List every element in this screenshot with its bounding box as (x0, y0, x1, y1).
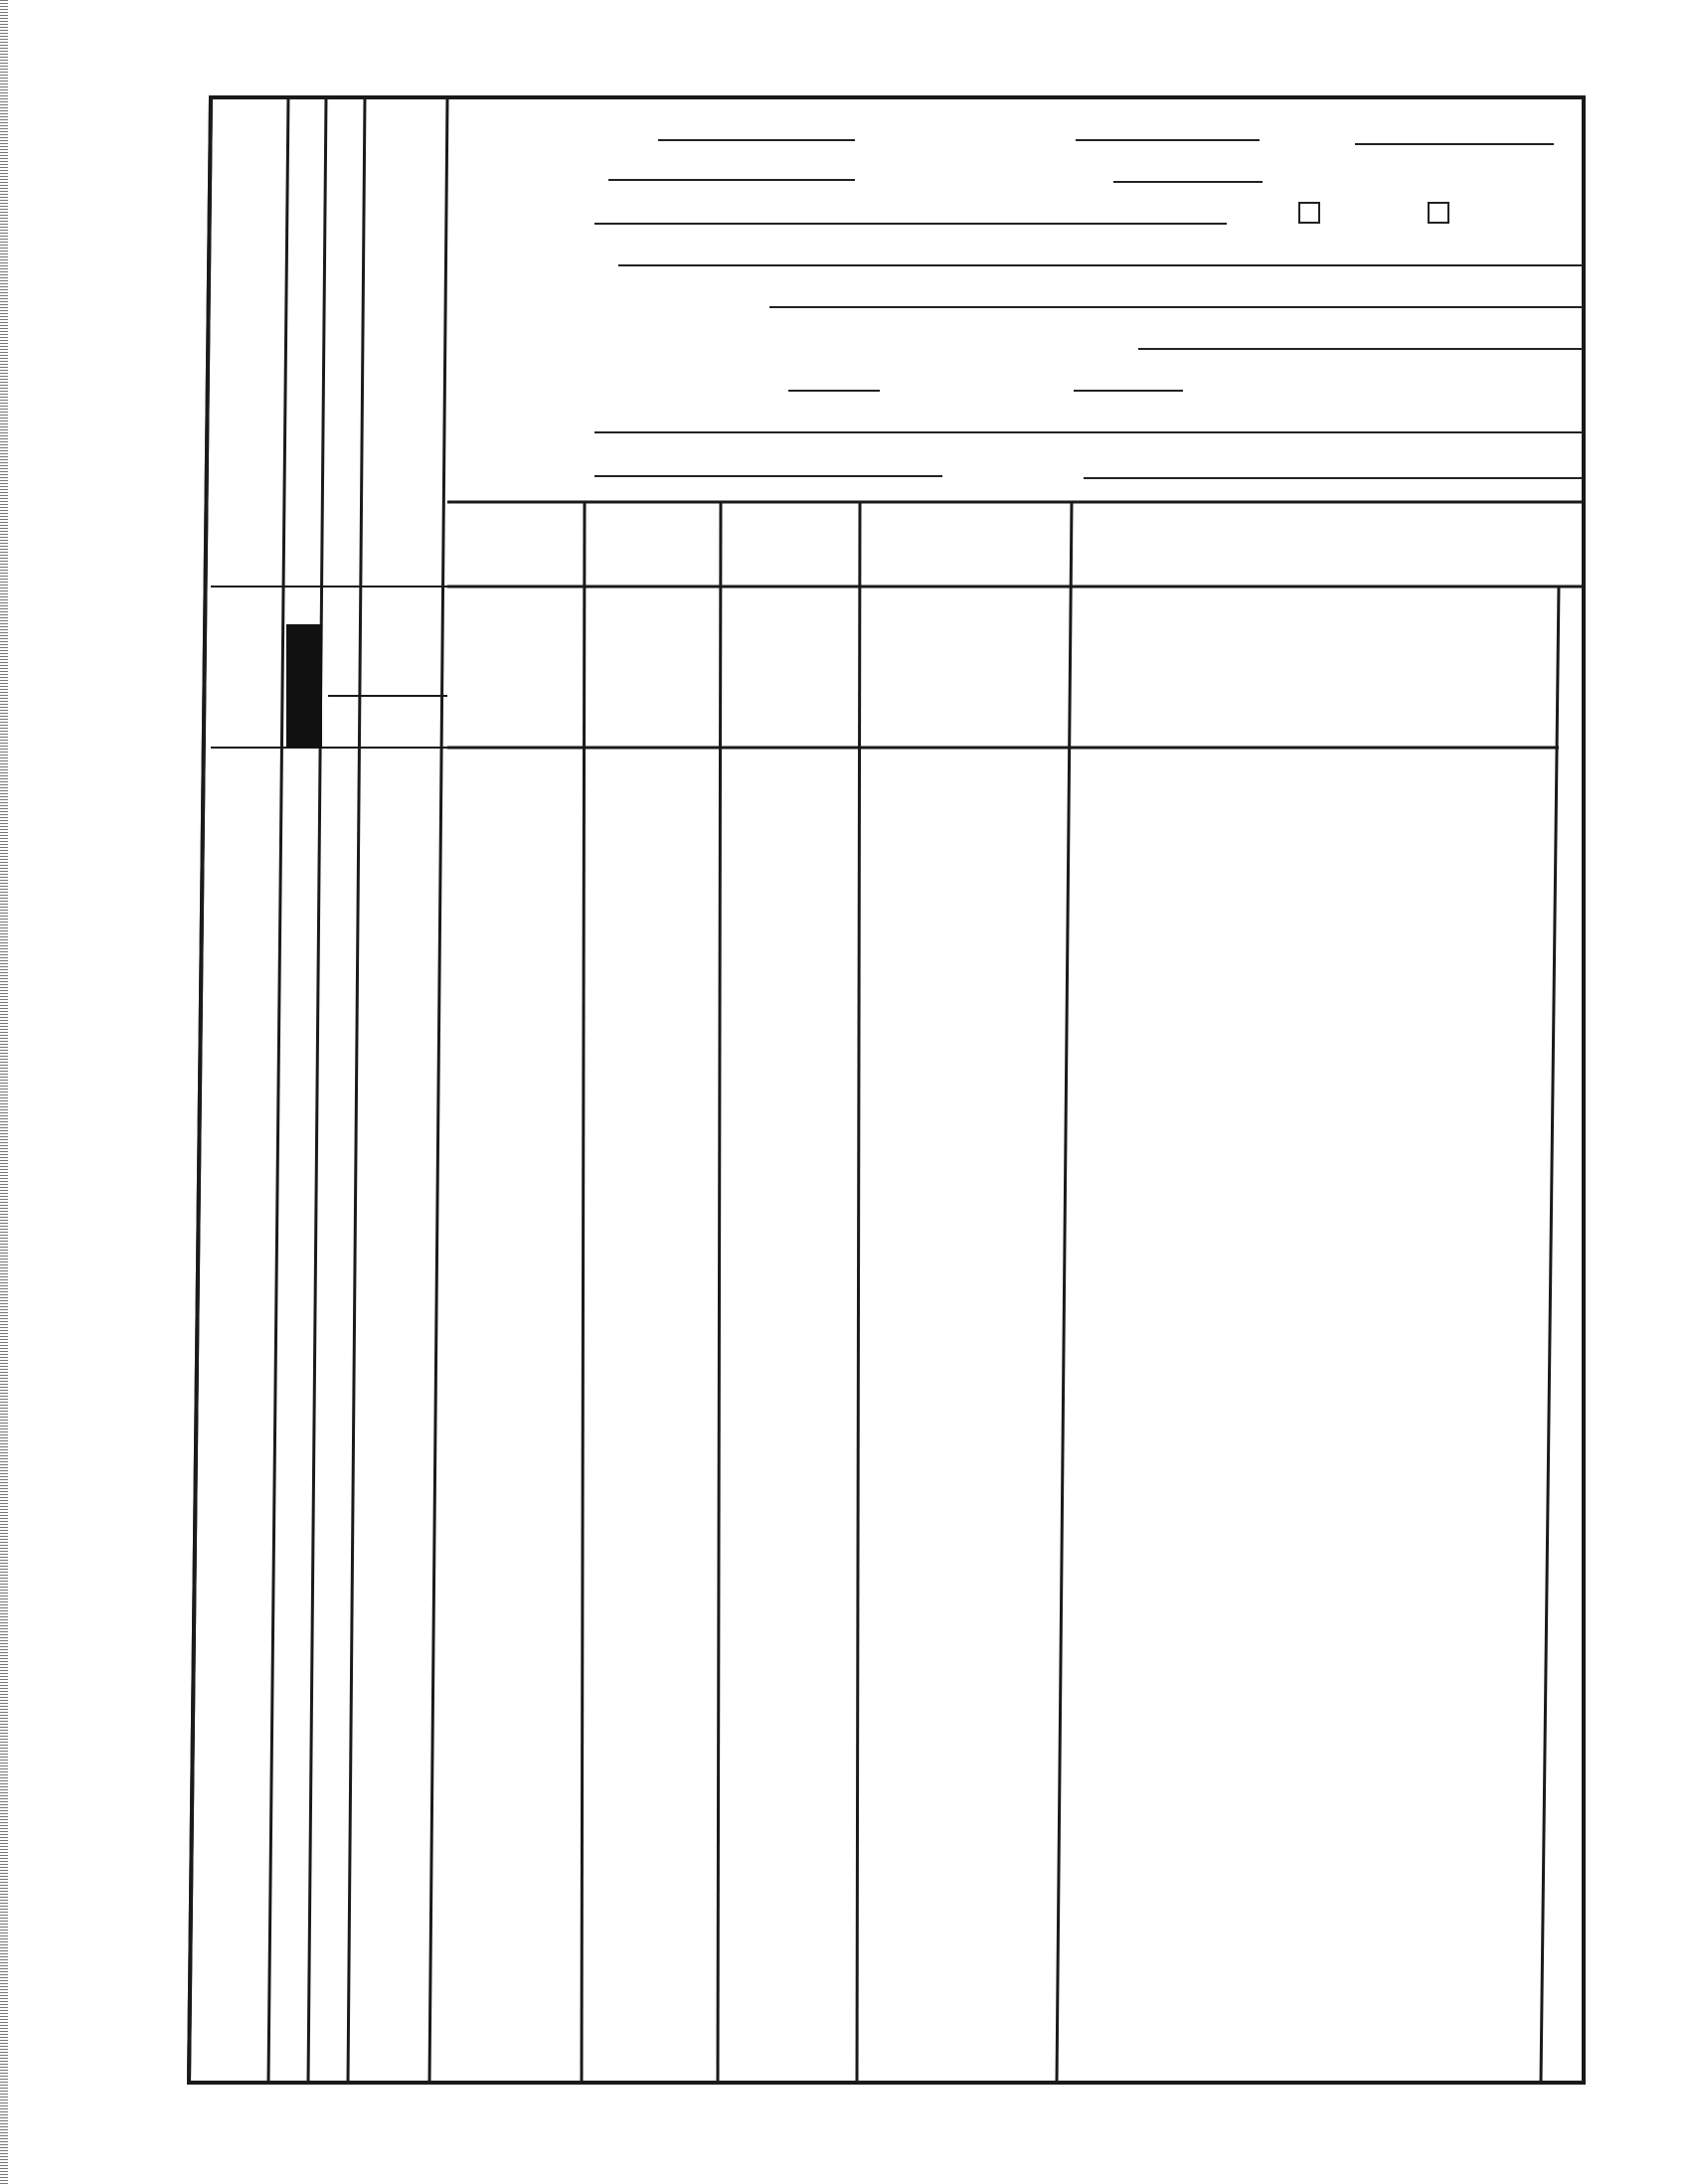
tube-6-checkbox[interactable] (1428, 202, 1449, 224)
tube-3-checkbox[interactable] (1298, 202, 1320, 224)
